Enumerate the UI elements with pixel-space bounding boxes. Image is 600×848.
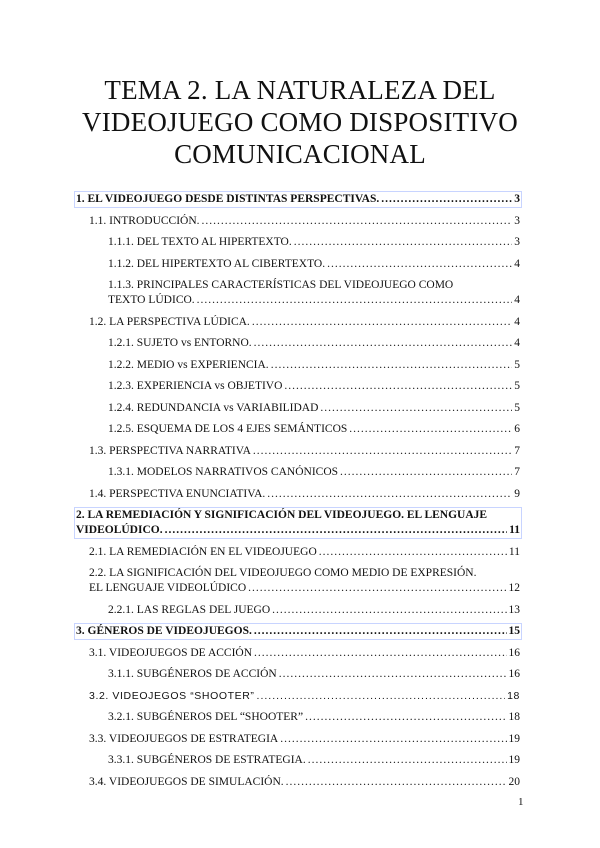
toc-entry[interactable] [76, 732, 520, 747]
dot-leader [254, 336, 513, 351]
dot-leader [272, 603, 506, 618]
toc-entry-text: 3.1.1. SUBGÉNEROS DE ACCIÓN [108, 668, 277, 680]
toc-entry-text: 3.4. VIDEOJUEGOS DE SIMULACIÓN. [89, 775, 284, 788]
toc-entry-page: 5 [514, 380, 520, 392]
dot-leader [254, 624, 507, 639]
toc-entry-page: 9 [514, 487, 520, 500]
toc-entry[interactable] [76, 753, 520, 768]
toc-entry-page: 7 [514, 466, 520, 478]
toc-entry-page: 18 [507, 689, 520, 702]
dot-leader [271, 358, 513, 373]
toc-entry-page: 6 [514, 423, 520, 435]
toc-entry-text: 1.4. PERSPECTIVA ENUNCIATIVA. [89, 487, 266, 500]
dot-leader [253, 444, 512, 459]
toc-entry-text: 3.3.1. SUBGÉNEROS DE ESTRATEGIA. [108, 754, 306, 766]
toc-entry-text: 3.3. VIDEOJUEGOS DE ESTRATEGIA [89, 732, 279, 745]
toc-entry[interactable] [76, 278, 520, 308]
toc-entry[interactable] [76, 444, 520, 459]
toc-entry-page: 13 [508, 603, 520, 616]
dot-leader [319, 545, 507, 560]
toc-entry[interactable] [76, 257, 520, 272]
toc-entry-page: 20 [508, 775, 520, 788]
toc-entry[interactable] [76, 710, 520, 725]
toc-entry-text: TEXTO LÚDICO. [108, 294, 195, 306]
dot-leader [165, 523, 508, 538]
toc-entry-text: 1.1. INTRODUCCIÓN. [89, 214, 200, 227]
toc-entry-text: 1.2.1. SUJETO vs ENTORNO. [108, 337, 252, 349]
toc-entry[interactable] [76, 646, 520, 661]
title-line-1: TEMA 2. LA NATURALEZA DEL [104, 75, 496, 105]
toc-entry[interactable] [76, 667, 520, 682]
toc-entry-text-first-line: 2.2. LA SIGNIFICACIÓN DEL VIDEOJUEGO COMO MEDIO DE EXPRESIÓN. [89, 567, 477, 579]
toc-entry[interactable] [76, 214, 520, 229]
toc-entry-page: 11 [509, 524, 520, 536]
toc-entry[interactable] [76, 508, 520, 538]
dot-leader [320, 401, 512, 416]
toc-entry-text: 1.2. LA PERSPECTIVA LÚDICA. [89, 315, 250, 328]
dot-leader [340, 465, 512, 480]
toc-entry-page: 15 [508, 625, 520, 637]
dot-leader [267, 487, 512, 502]
toc-entry[interactable] [76, 775, 520, 790]
toc-entry-page: 4 [514, 257, 520, 270]
toc-entry-text: 1.2.4. REDUNDANCIA vs VARIABILIDAD [108, 401, 319, 414]
toc-entry-text: 3. GÉNEROS DE VIDEOJUEGOS. [76, 625, 252, 637]
dot-leader [349, 422, 512, 437]
dot-leader [279, 667, 507, 682]
document-title [0, 74, 600, 170]
toc-entry-text: 1.2.2. MEDIO vs EXPERIENCIA. [108, 358, 269, 371]
toc-entry[interactable] [76, 566, 520, 596]
toc-entry-page: 19 [508, 754, 520, 766]
toc-entry-text: VIDEOLÚDICO. [76, 524, 163, 536]
title-line-3: COMUNICACIONAL [174, 139, 426, 169]
toc-entry-text: 1.2.5. ESQUEMA DE LOS 4 EJES SEMÁNTICOS [108, 423, 348, 435]
toc-entry[interactable] [76, 689, 520, 704]
dot-leader [294, 235, 513, 250]
toc-entry-text: 3.2. VIDEOJEGOS “SHOOTER” [89, 689, 255, 702]
toc-entry[interactable] [76, 235, 520, 250]
toc-entry-page: 3 [514, 193, 520, 205]
toc-entry[interactable] [76, 401, 520, 416]
dot-leader [197, 293, 513, 308]
toc-entry-page: 16 [508, 668, 520, 680]
toc-entry-text: EL LENGUAJE VIDEOLÚDICO [89, 582, 247, 594]
toc-entry[interactable] [76, 379, 520, 394]
toc-entry[interactable] [76, 192, 520, 207]
dot-leader [280, 732, 506, 747]
toc-entry-text: 1.3. PERSPECTIVA NARRATIVA [89, 444, 251, 457]
toc-entry-text: 1.2.3. EXPERIENCIA vs OBJETIVO [108, 380, 283, 392]
title-line-2: VIDEOJUEGO COMO DISPOSITIVO [82, 107, 518, 137]
toc-entry-text: 3.2.1. SUBGÉNEROS DEL “SHOOTER” [108, 711, 304, 723]
toc-entry-page: 3 [514, 214, 520, 227]
toc-entry-text: 1. EL VIDEOJUEGO DESDE DISTINTAS PERSPECTIVAS. [76, 193, 380, 205]
toc-entry[interactable] [76, 603, 520, 618]
dot-leader [202, 214, 513, 229]
toc-entry-text-first-line: 1.1.3. PRINCIPALES CARACTERÍSTICAS DEL VIDEOJUEGO COMO [108, 279, 454, 291]
toc-entry-page: 12 [508, 582, 520, 594]
table-of-contents [76, 192, 520, 796]
toc-entry-page: 5 [514, 401, 520, 414]
toc-entry-page: 11 [508, 545, 520, 558]
dot-leader [252, 315, 512, 330]
toc-entry-text: 1.3.1. MODELOS NARRATIVOS CANÓNICOS [108, 466, 339, 478]
dot-leader [381, 192, 512, 207]
toc-entry-page: 4 [514, 294, 520, 306]
toc-entry-text: 3.1. VIDEOJUEGOS DE ACCIÓN [89, 646, 253, 659]
toc-entry-page: 3 [514, 236, 520, 248]
dot-leader [248, 581, 506, 596]
toc-entry[interactable] [76, 336, 520, 351]
toc-entry[interactable] [76, 545, 520, 560]
dot-leader [327, 257, 512, 272]
toc-entry-text: 2.2.1. LAS REGLAS DEL JUEGO [108, 603, 271, 616]
dot-leader [254, 646, 506, 661]
dot-leader [284, 379, 512, 394]
toc-entry-page: 4 [514, 337, 520, 349]
dot-leader [286, 775, 507, 790]
toc-entry[interactable] [76, 358, 520, 373]
toc-entry-text: 1.1.1. DEL TEXTO AL HIPERTEXTO. [108, 236, 292, 248]
toc-entry[interactable] [76, 487, 520, 502]
toc-entry[interactable] [76, 422, 520, 437]
toc-entry-page: 19 [508, 732, 520, 745]
toc-entry[interactable] [76, 315, 520, 330]
toc-entry-page: 7 [514, 444, 520, 457]
toc-entry-text-first-line: 2. LA REMEDIACIÓN Y SIGNIFICACIÓN DEL VIDEOJUEGO. EL LENGUAJE [76, 509, 488, 521]
toc-entry-page: 16 [508, 646, 520, 659]
toc-entry-page: 5 [514, 358, 520, 371]
page-number: 1 [518, 796, 524, 808]
dot-leader [308, 753, 507, 768]
toc-entry[interactable] [76, 624, 520, 639]
dot-leader [257, 689, 506, 704]
toc-entry[interactable] [76, 465, 520, 480]
toc-entry-page: 18 [508, 711, 520, 723]
toc-entry-page: 4 [514, 315, 520, 328]
dot-leader [305, 710, 506, 725]
toc-entry-text: 1.1.2. DEL HIPERTEXTO AL CIBERTEXTO. [108, 257, 326, 270]
toc-entry-text: 2.1. LA REMEDIACIÓN EN EL VIDEOJUEGO [89, 545, 317, 558]
